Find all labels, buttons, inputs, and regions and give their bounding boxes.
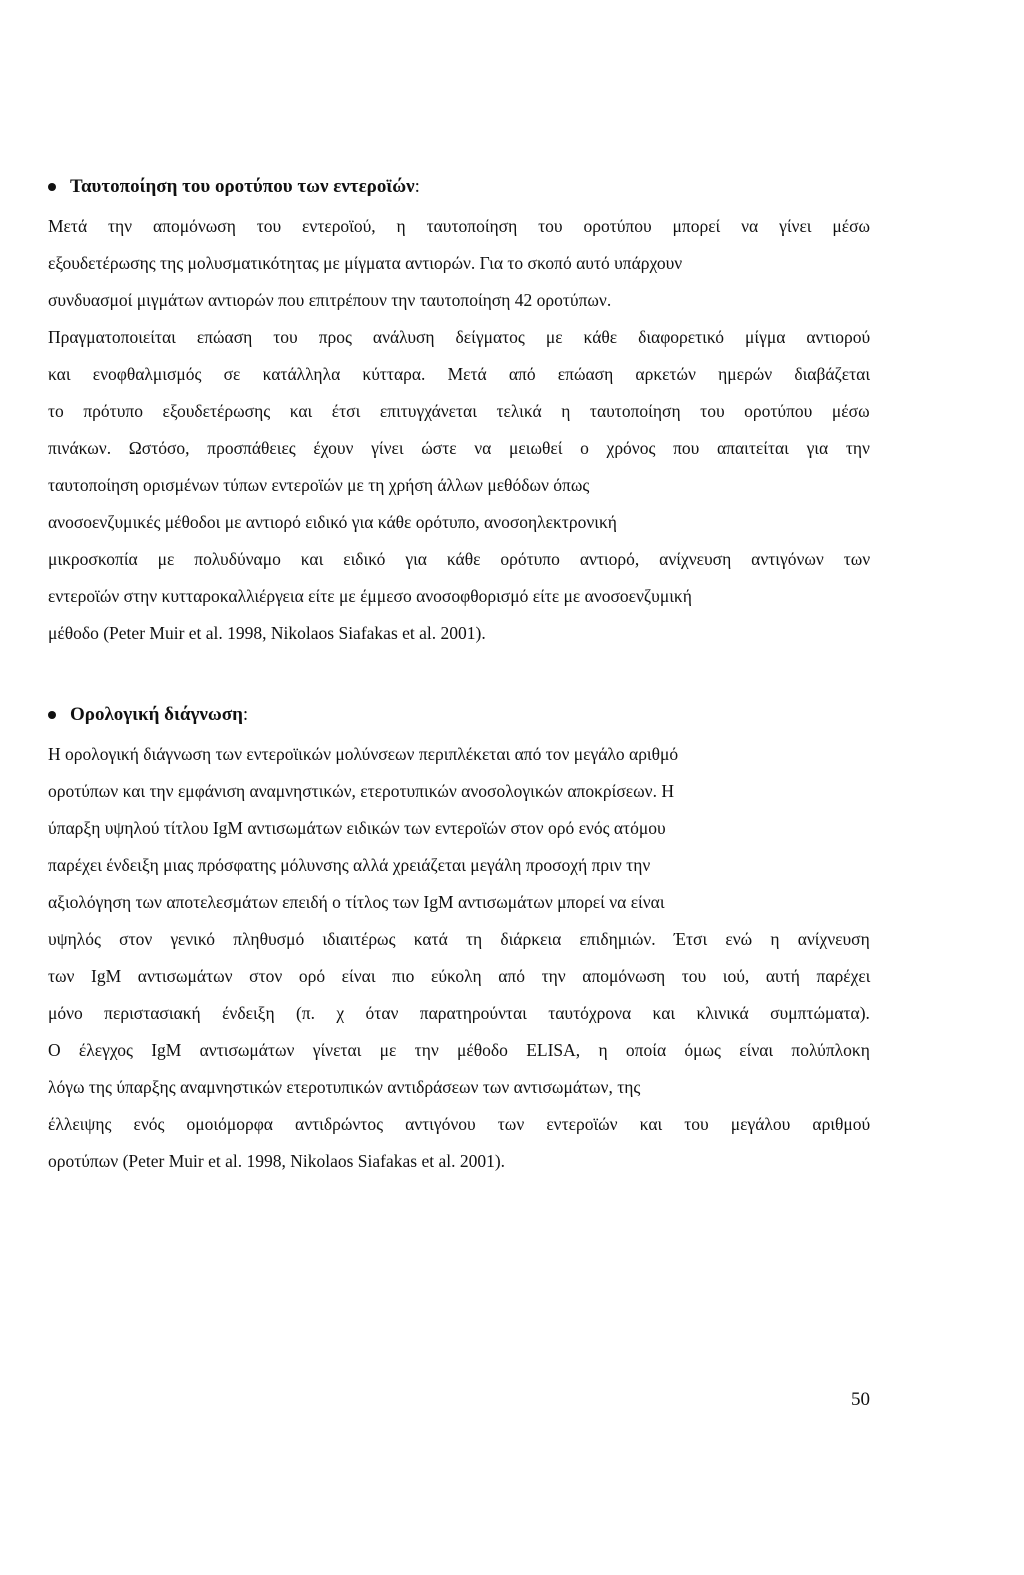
heading-text: Ορολογική διάγνωση bbox=[70, 704, 243, 725]
section-heading bbox=[48, 700, 870, 730]
paragraph-line: οροτύπων (Peter Muir et al. 1998, Nikolaos Siafakas et al. 2001). bbox=[48, 1151, 506, 1171]
bullet-icon bbox=[48, 711, 56, 719]
section-serological-diagnosis bbox=[48, 700, 870, 1180]
paragraph-line: εντεροϊών στην κυτταροκαλλιέργεια είτε με έμμεσο ανοσοφθορισμό είτε με ανοσοενζυμική bbox=[48, 586, 692, 606]
section-heading bbox=[48, 172, 870, 202]
page-number: 50 bbox=[851, 1389, 870, 1410]
paragraph-line: ανοσοενζυμικές μέθοδοι με αντιορό ειδικό για κάθε ορότυπο, ανοσοηλεκτρονική bbox=[48, 512, 617, 532]
bullet-icon bbox=[48, 183, 56, 191]
paragraph-line: ύπαρξη υψηλού τίτλου IgM αντισωμάτων ειδικών των εντεροϊών στον ορό ενός ατόμου bbox=[48, 818, 666, 838]
paragraph-line: των IgM αντισωμάτων στον ορό είναι πιο εύκολη από την απομόνωση του ιού, αυτή παρέχει bbox=[48, 966, 871, 986]
paragraph-line: έλλειψης ενός ομοιόμορφα αντιδρώντος αντιγόνου των εντεροϊών και του μεγάλου αριθμού bbox=[48, 1114, 871, 1134]
paragraph-line: παρέχει ένδειξη μιας πρόσφατης μόλυνσης αλλά χρειάζεται μεγάλη προσοχή πριν την bbox=[48, 855, 651, 875]
paragraph-line: αξιολόγηση των αποτελεσμάτων επειδή ο τίτλος των IgM αντισωμάτων μπορεί να είναι bbox=[48, 892, 665, 912]
paragraph-line: Ο έλεγχος IgM αντισωμάτων γίνεται με την μέθοδο ELISA, η οποία όμως είναι πολύπλοκη bbox=[48, 1040, 870, 1060]
paragraph-line: το πρότυπο εξουδετέρωσης και έτσι επιτυγχάνεται τελικά η ταυτοποίηση του οροτύπου μέσω bbox=[48, 401, 870, 421]
heading-colon: : bbox=[414, 176, 420, 197]
paragraph-line: συνδυασμοί μιγμάτων αντιορών που επιτρέπουν την ταυτοποίηση 42 οροτύπων. bbox=[48, 290, 612, 310]
paragraph-line: μόνο περιστασιακή ένδειξη (π. χ όταν παρατηρούνται ταυτόχρονα και κλινικά συμπτώματα). bbox=[48, 1003, 870, 1023]
heading-text: Ταυτοποίηση του οροτύπου των εντεροϊών bbox=[70, 176, 415, 197]
paragraph-line: μέθοδο (Peter Muir et al. 1998, Nikolaos Siafakas et al. 2001). bbox=[48, 623, 486, 643]
paragraph-line: Πραγματοποιείται επώαση του προς ανάλυση δείγματος με κάθε διαφορετικό μίγμα αντιορού bbox=[48, 327, 871, 347]
paragraph-line: λόγω της ύπαρξης αναμνηστικών ετεροτυπικών αντιδράσεων των αντισωμάτων, της bbox=[48, 1077, 641, 1097]
paragraph-line: Μετά την απομόνωση του εντεροϊού, η ταυτοποίηση του οροτύπου μπορεί να γίνει μέσω bbox=[48, 216, 871, 236]
paragraph-line: μικροσκοπία με πολυδύναμο και ειδικό για κάθε ορότυπο αντιορό, ανίχνευση αντιγόνων των bbox=[48, 549, 871, 569]
section-serotype-identification bbox=[48, 172, 870, 652]
paragraph-line: εξουδετέρωσης της μολυσματικότητας με μίγματα αντιορών. Για το σκοπό αυτό υπάρχουν bbox=[48, 253, 683, 273]
section-paragraph bbox=[48, 208, 870, 652]
heading-colon: : bbox=[242, 704, 249, 725]
paragraph-line: και ενοφθαλμισμός σε κατάλληλα κύτταρα. Μετά από επώαση αρκετών ημερών διαβάζεται bbox=[48, 364, 871, 384]
paragraph-line: πινάκων. Ωστόσο, προσπάθειες έχουν γίνει ώστε να μειωθεί ο χρόνος που απαιτείται για την bbox=[48, 438, 870, 458]
paragraph-line: οροτύπων και την εμφάνιση αναμνηστικών, ετεροτυπικών ανοσολογικών αποκρίσεων. Η bbox=[48, 781, 674, 801]
paragraph-line: ταυτοποίηση ορισμένων τύπων εντεροϊών με τη χρήση άλλων μεθόδων όπως bbox=[48, 475, 590, 495]
paragraph-line: Η ορολογική διάγνωση των εντεροϊικών μολύνσεων περιπλέκεται από τον μεγάλο αριθμό bbox=[48, 744, 679, 764]
section-paragraph bbox=[48, 736, 870, 1180]
paragraph-line: υψηλός στον γενικό πληθυσμό ιδιαιτέρως κατά τη διάρκεια επιδημιών. Έτσι ενώ η ανίχνευση bbox=[48, 929, 870, 949]
